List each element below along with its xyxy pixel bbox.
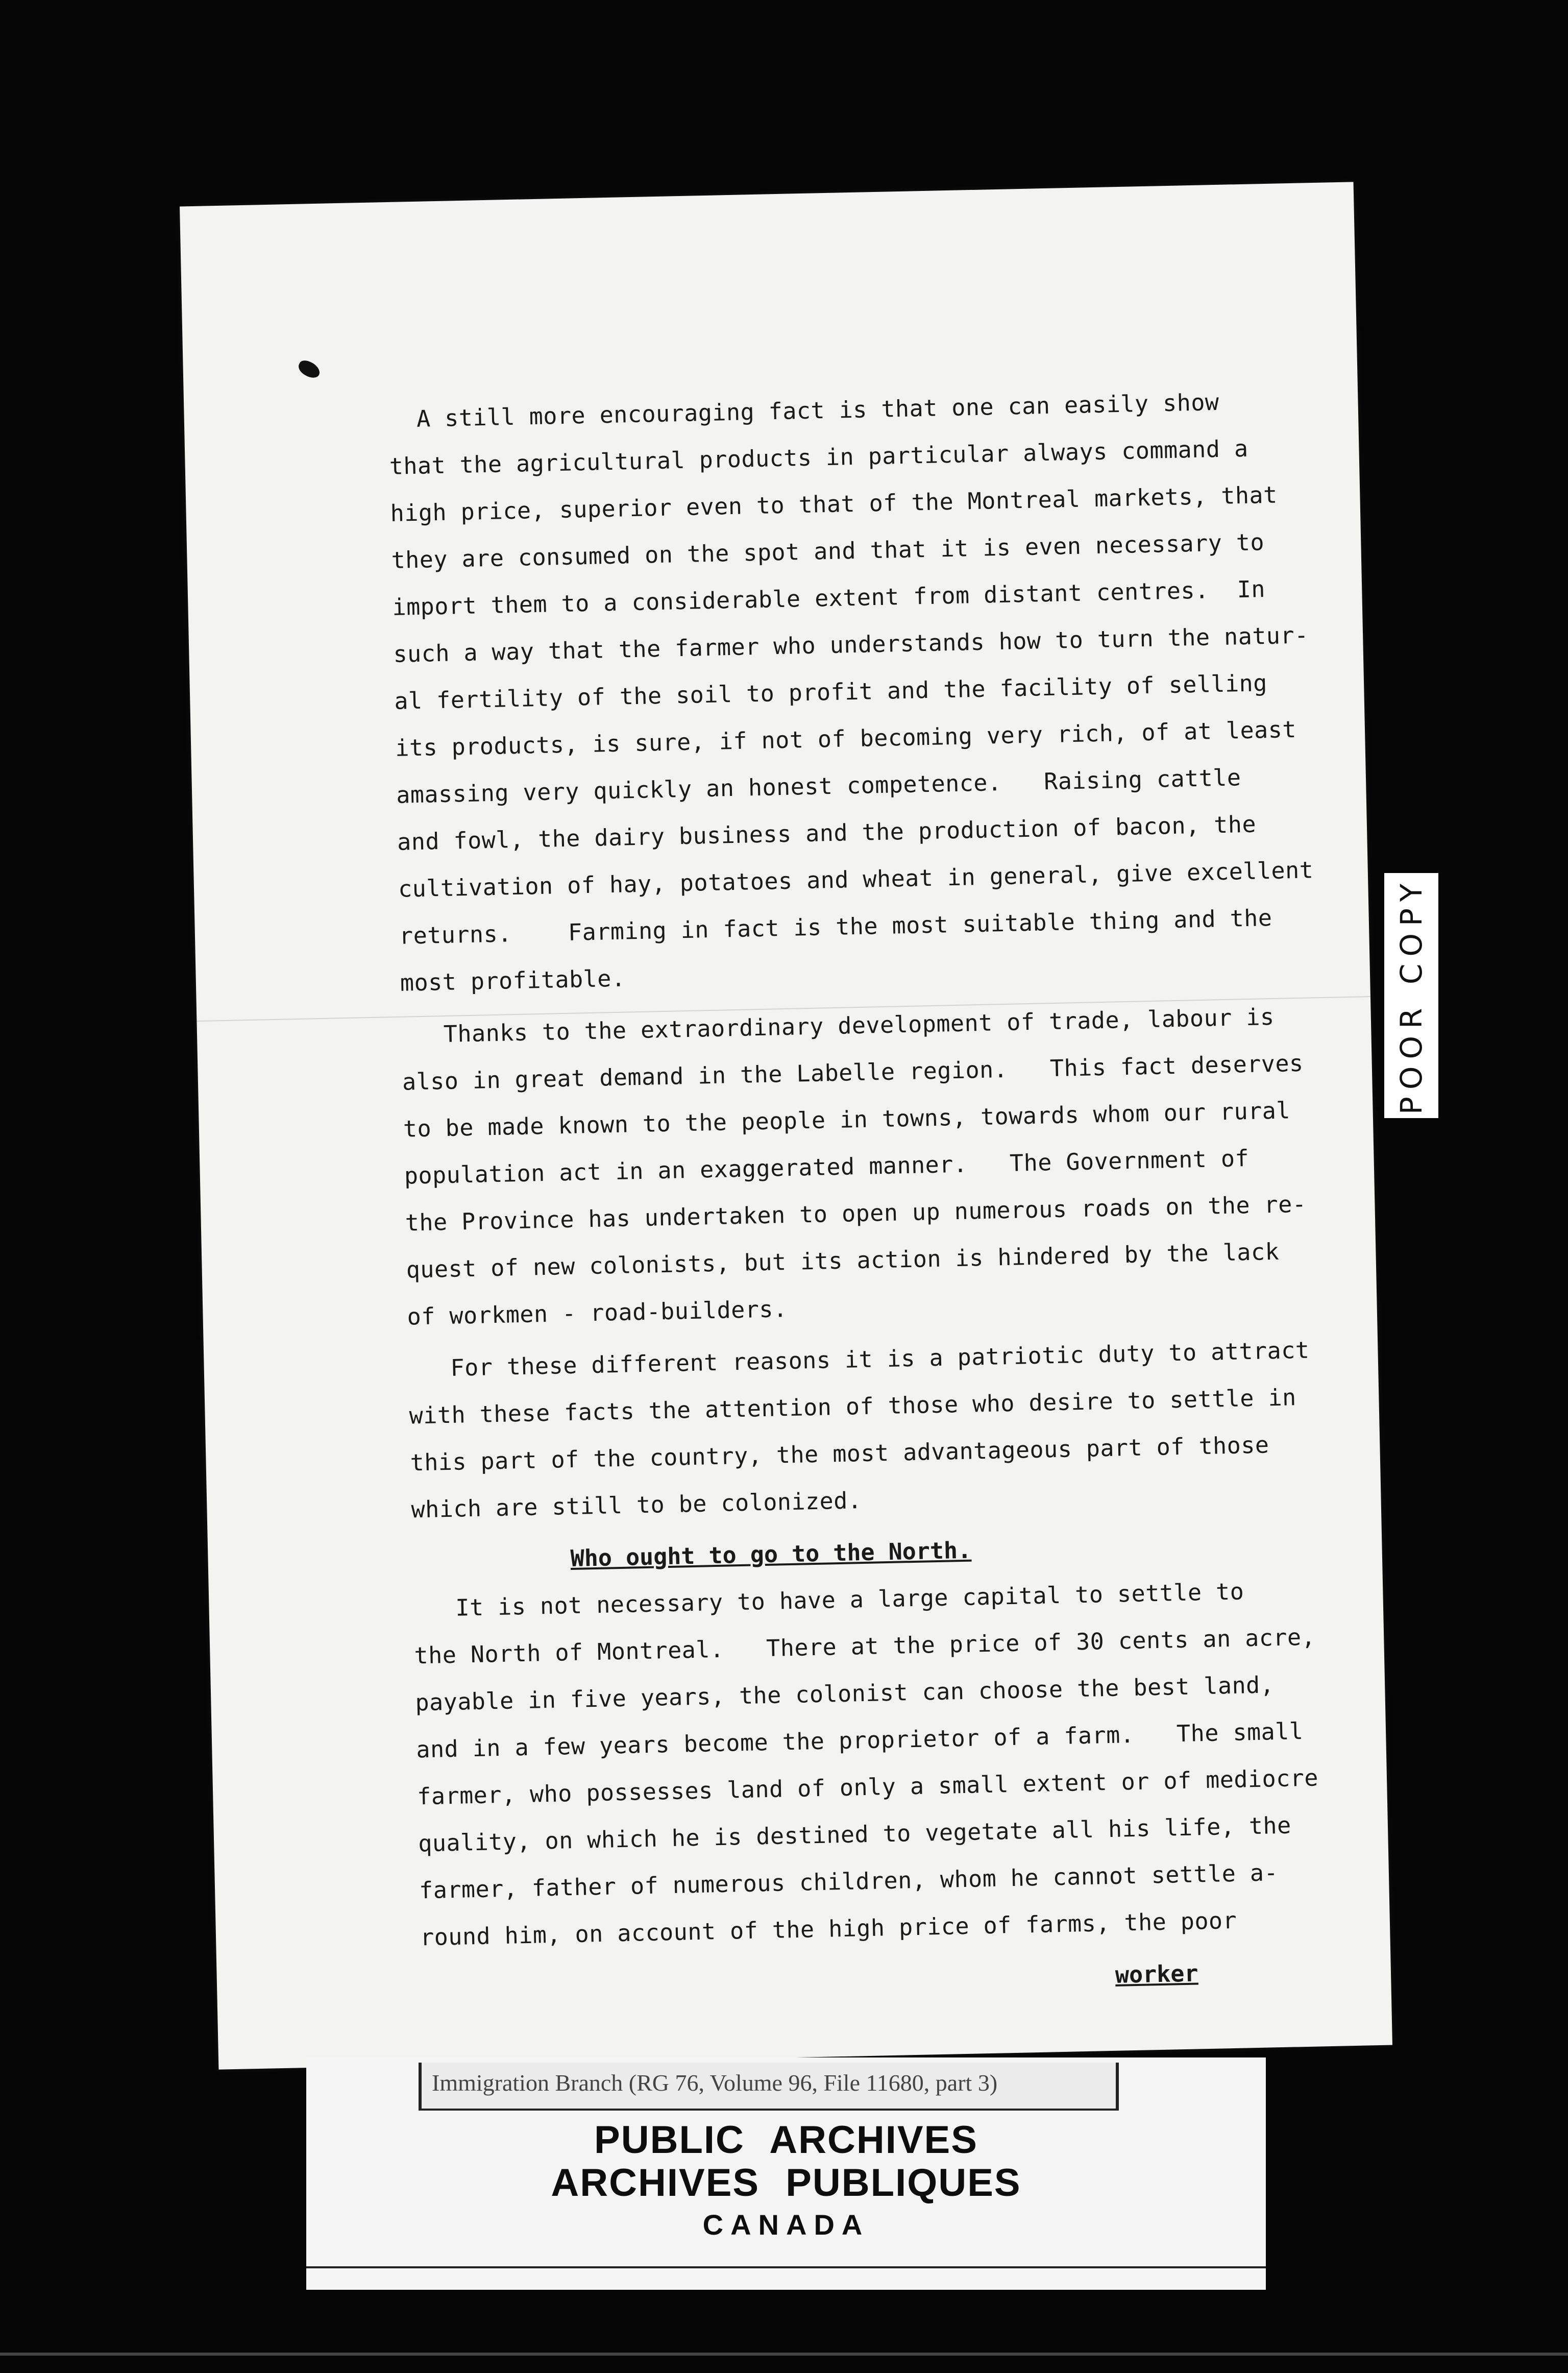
archives-line-english: PUBLIC ARCHIVES: [594, 2118, 978, 2162]
archives-line-french: ARCHIVES PUBLIQUES: [551, 2161, 1021, 2205]
catchword: worker: [1115, 1959, 1199, 1989]
text-line: al fertility of the soil to profit and the facility of selling: [394, 669, 1268, 715]
text-line: returns. Farming in fact is the most suitable thing and the: [399, 904, 1272, 950]
archive-label-card: [306, 2057, 1266, 2290]
typed-text: [388, 377, 1356, 2014]
text-line: It is not necessary to have a large capital to settle to: [413, 1578, 1244, 1623]
text-line: and in a few years become the proprietor of a farm. The small: [415, 1717, 1304, 1763]
text-line: such a way that the farmer who understands how to turn the natur-: [393, 621, 1309, 668]
text-line: with these facts the attention of those who desire to settle in: [409, 1384, 1297, 1430]
section-heading: Who ought to go to the North.: [570, 1536, 972, 1572]
text-line: A still more encouraging fact is that one can easily show: [388, 388, 1220, 433]
text-line: cultivation of hay, potatoes and wheat in general, give excellent: [398, 856, 1314, 903]
text-line: its products, is sure, if not of becoming very rich, of at least: [395, 715, 1297, 762]
text-line: population act in an exaggerated manner. The Government of: [404, 1145, 1250, 1190]
archives-line-country: CANADA: [702, 2209, 870, 2241]
paragraph-2: [401, 992, 1341, 1340]
text-line: of workmen - road-builders.: [407, 1295, 788, 1330]
text-line: quality, on which he is destined to vegetate all his life, the: [418, 1811, 1292, 1857]
text-line: farmer, father of numerous children, whom he cannot settle a-: [419, 1859, 1279, 1904]
text-line: and fowl, the dairy business and the production of bacon, the: [397, 810, 1257, 856]
paragraph-1: [388, 377, 1335, 1007]
text-line: also in great demand in the Labelle region. This fact deserves: [402, 1049, 1304, 1096]
text-line: the Province has undertaken to open up numerous roads on the re-: [405, 1190, 1307, 1237]
text-line: payable in five years, the colonist can choose the best land,: [414, 1671, 1275, 1716]
text-line: most profitable.: [400, 964, 626, 997]
film-edge-line: [0, 2353, 1568, 2356]
text-line: amassing very quickly an honest competence. Raising cattle: [396, 764, 1242, 809]
text-line: the North of Montreal. There at the price of 30 cents an acre,: [414, 1623, 1316, 1669]
document-page: [180, 182, 1392, 2069]
reference-strip: [419, 2063, 1119, 2111]
text-line: that the agricultural products in particular always command a: [389, 434, 1249, 480]
text-line: this part of the country, the most advantageous part of those: [410, 1431, 1269, 1476]
stamp-text: POOR COPY: [1394, 876, 1429, 1115]
text-line: farmer, who possesses land of only a small extent or of mediocre: [416, 1764, 1319, 1810]
ink-blot: [296, 358, 323, 380]
text-line: which are still to be colonized.: [411, 1487, 862, 1523]
paragraph-3: [408, 1326, 1345, 1533]
text-line: For these different reasons it is a patriotic duty to attract: [408, 1336, 1310, 1383]
text-line: to be made known to the people in towns, towards whom our rural: [403, 1097, 1291, 1143]
text-line: high price, superior even to that of the Montreal markets, that: [390, 481, 1278, 527]
archives-title: [306, 2119, 1266, 2245]
text-line: they are consumed on the spot and that it is even necessary to: [391, 528, 1265, 574]
card-divider: [306, 2266, 1266, 2268]
text-line: import them to a considerable extent from distant centres. In: [392, 575, 1266, 621]
reference-text: Immigration Branch (RG 76, Volume 96, File 11680, part 3): [432, 2070, 998, 2096]
poor-copy-stamp: [1384, 873, 1438, 1118]
text-line: round him, on account of the high price of farms, the poor: [420, 1906, 1237, 1951]
text-line: Thanks to the extraordinary development of trade, labour is: [401, 1003, 1275, 1049]
paragraph-4: [413, 1566, 1355, 1961]
text-line: quest of new colonists, but its action is hindered by the lack: [406, 1238, 1280, 1284]
